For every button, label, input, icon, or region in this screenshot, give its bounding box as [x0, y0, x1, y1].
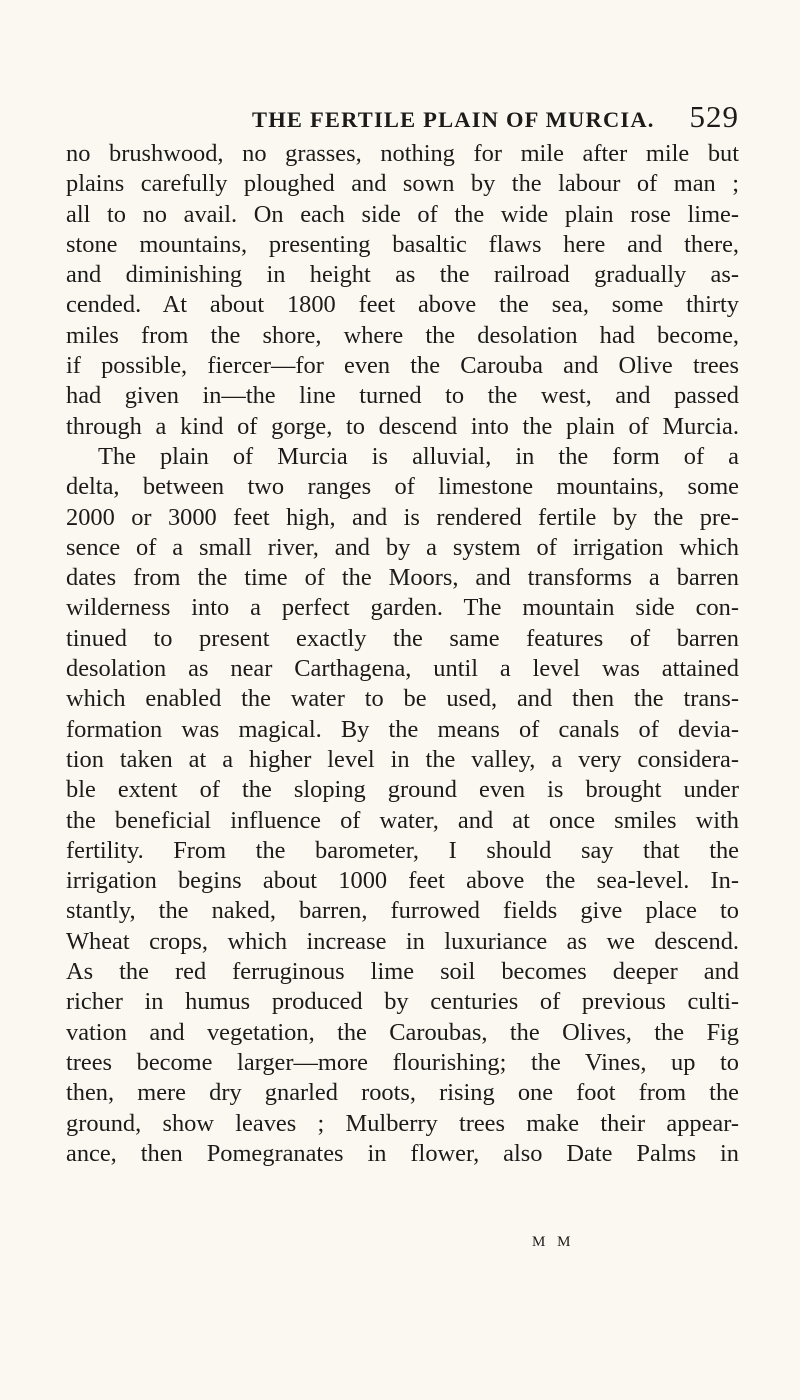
text-line: and diminishing in height as the railroad gradually as-	[66, 261, 739, 289]
text-line: ble extent of the sloping ground even is brought under	[66, 776, 739, 804]
body-text	[66, 139, 739, 1169]
chapter-title: THE FERTILE PLAIN OF MURCIA.	[252, 107, 655, 132]
text-line: miles from the shore, where the desolation had become,	[66, 321, 739, 349]
text-line: if possible, fiercer—for even the Carouba and Olive trees	[66, 352, 739, 380]
text-line: then, mere dry gnarled roots, rising one foot from the	[66, 1079, 739, 1107]
running-head	[66, 100, 739, 140]
text-line: stantly, the naked, barren, furrowed fields give place to	[66, 897, 739, 925]
paragraph-start-line: The plain of Murcia is alluvial, in the form of a	[98, 442, 739, 470]
text-line: wilderness into a perfect garden. The mountain side con-	[66, 594, 739, 622]
text-line: sence of a small river, and by a system of irrigation which	[66, 533, 739, 561]
text-line: richer in humus produced by centuries of previous culti-	[66, 988, 739, 1016]
text-line: tinued to present exactly the same features of barren	[66, 624, 739, 652]
text-line: no brushwood, no grasses, nothing for mile after mile but	[66, 140, 739, 167]
text-line: had given in—the line turned to the west, and passed	[66, 382, 739, 410]
text-line: dates from the time of the Moors, and transforms a barren	[66, 564, 739, 592]
text-line: irrigation begins about 1000 feet above the sea-level. In-	[66, 867, 739, 895]
page-number: 529	[689, 99, 739, 134]
text-line: Wheat crops, which increase in luxuriance as we descend.	[66, 927, 739, 955]
text-line: cended. At about 1800 feet above the sea, some thirty	[66, 291, 739, 319]
text-line: ground, show leaves ; Mulberry trees make their appear-	[66, 1109, 739, 1137]
text-line: formation was magical. By the means of canals of devia-	[66, 715, 739, 743]
text-line: fertility. From the barometer, I should say that the	[66, 836, 739, 864]
text-line: all to no avail. On each side of the wide plain rose lime-	[66, 200, 739, 228]
signature-mark: M M	[532, 1234, 575, 1250]
text-line: tion taken at a higher level in the valley, a very considera-	[66, 745, 739, 773]
text-line: As the red ferruginous lime soil becomes deeper and	[66, 958, 739, 986]
text-line: stone mountains, presenting basaltic flaws here and there,	[66, 230, 739, 258]
text-line: plains carefully ploughed and sown by the labour of man ;	[66, 170, 739, 198]
text-line: desolation as near Carthagena, until a level was attained	[66, 655, 739, 683]
text-line: which enabled the water to be used, and then the trans-	[66, 685, 739, 713]
text-line: delta, between two ranges of limestone mountains, some	[66, 473, 739, 501]
text-line: vation and vegetation, the Caroubas, the Olives, the Fig	[66, 1018, 739, 1046]
text-line: ance, then Pomegranates in flower, also Date Palms in	[66, 1139, 739, 1167]
text-line: the beneficial influence of water, and at once smiles with	[66, 806, 739, 834]
text-line: trees become larger—more flourishing; the Vines, up to	[66, 1048, 739, 1076]
text-line: 2000 or 3000 feet high, and is rendered fertile by the pre-	[66, 503, 739, 531]
text-line: through a kind of gorge, to descend into the plain of Murcia.	[66, 412, 739, 440]
